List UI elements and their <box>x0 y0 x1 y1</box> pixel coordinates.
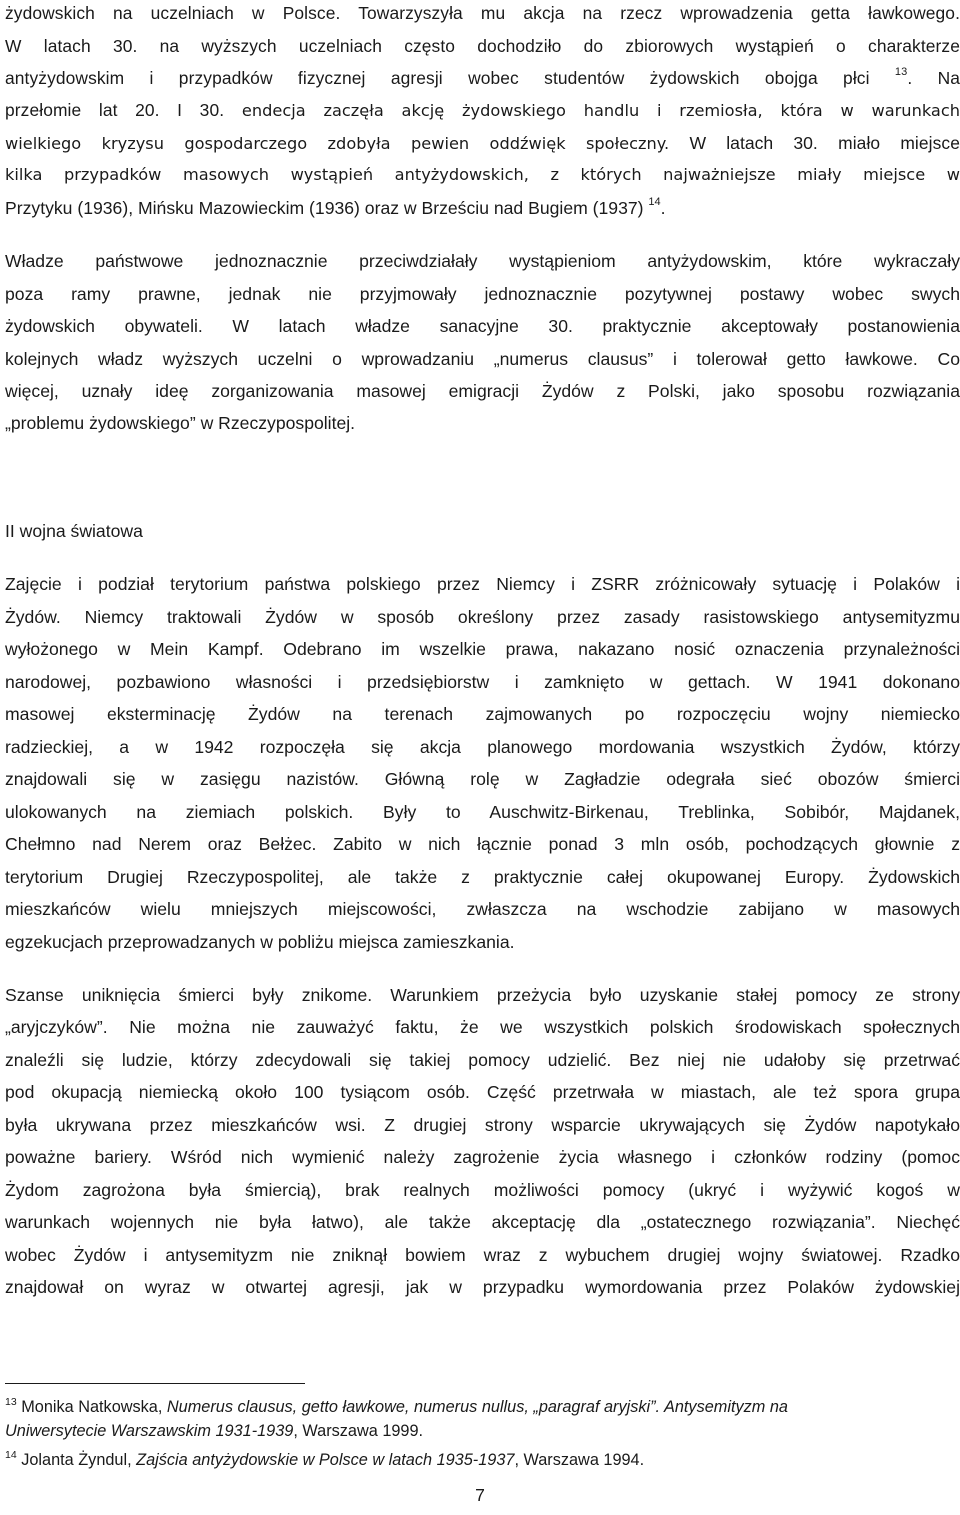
paragraph-line: radzieckiej, a w 1942 rozpoczęła się akcja planowego mordowania wszystkich Żydów, którzy <box>5 737 960 757</box>
paragraph-line: „aryjczyków”. Nie można nie zauważyć faktu, że we wszystkich polskich środowiskach społecznych <box>5 1017 960 1037</box>
footnote-13: $^{13}$ Monika Natkowska, Numerus clausus, getto ławkowe, numerus nullus, „paragraf aryjski”. Antysemityzm na <box>5 1396 788 1416</box>
paragraph-line: wobec Żydów i antysemityzm nie zniknął bowiem wraz z wybuchem drugiej wojny światowej. Rzadko <box>5 1245 960 1265</box>
footnote-separator <box>5 1383 305 1384</box>
footnote-ref-13[interactable]: 13 <box>894 66 908 78</box>
paragraph-line: znajdował on wyraz w otwartej agresji, jak w przypadku wymordowania przez Polaków żydowskiej <box>5 1277 960 1297</box>
paragraph-line: antyżydowskim i przypadków fizycznej agresji wobec studentów żydowskich obojga płci $^{13}$. Na <box>5 66 960 88</box>
paragraph-line: żydowskich na uczelniach w Polsce. Towarzyszyła mu akcja na rzecz wprowadzenia getta ławkowego. <box>5 3 960 23</box>
paragraph-line: terytorium Drugiej Rzeczypospolitej, ale także z praktycznie całej okupowanej Europy. Żydowskich <box>5 867 960 887</box>
paragraph-line: kilka przypadków masowych wystąpień antyżydowskich, z których najważniejsze miały miejsce w <box>5 165 960 184</box>
paragraph-line: poważne bariery. Wśród nich wymienić należy zagrożenie życia własnego i członków rodziny (pomoc <box>5 1147 960 1167</box>
paragraph-line: więcej, uznały ideę zorganizowania masowej emigracji Żydów z Polski, jako sposobu rozwiązania <box>5 381 960 401</box>
paragraph-line: Władze państwowe jednoznacznie przeciwdziałały wystąpieniom antyżydowskim, które wykraczały <box>5 251 960 271</box>
footnote-ref-14[interactable]: 14 <box>648 196 661 208</box>
paragraph-line: Chełmno nad Nerem oraz Bełżec. Zabito w nich łącznie ponad 3 mln osób, pochodzących głownie z <box>5 834 960 854</box>
paragraph-line: mieszkańców wielu mniejszych miejscowości, zwłaszcza na wschodzie zabijano w masowych <box>5 899 960 919</box>
footnote-13-continued: Uniwersytecie Warszawskim 1931-1939, Warszawa 1999. <box>5 1422 424 1440</box>
paragraph-line: przełomie lat 20. I 30. endecja zaczęła akcję żydowskiego handlu i rzemiosła, która w warunkach <box>5 100 960 120</box>
paragraph-line: masowej eksterminację Żydów na terenach zajmowanych po rozpoczęciu wojny niemiecko <box>5 704 960 724</box>
paragraph-line: znaleźli się ludzie, którzy zdecydowali się takiej pomocy udzielić. Bez niej nie udałoby się przetrwać <box>5 1050 960 1070</box>
section-heading: II wojna światowa <box>5 521 143 541</box>
paragraph-line: warunkach wojennych nie była łatwo), ale także akceptację dla „ostatecznego rozwiązania”. Niechęć <box>5 1212 960 1232</box>
paragraph-line: Zajęcie i podział terytorium państwa polskiego przez Niemcy i ZSRR zróżnicowały sytuację i Polaków i <box>5 574 960 594</box>
page-number: 7 <box>475 1485 485 1505</box>
paragraph-line: wyłożonego w Mein Kampf. Odebrano im wszelkie prawa, nakazano nosić oznaczenia przynależności <box>5 639 960 659</box>
paragraph-line: Przytyku (1936), Mińsku Mazowieckim (1936) oraz w Brześciu nad Bugiem (1937) $^{14}$. <box>5 196 666 218</box>
paragraph-line: Szanse uniknięcia śmierci były znikome. Warunkiem przeżycia było uzyskanie stałej pomocy ze strony <box>5 985 960 1005</box>
footnote-14: $^{14}$ Jolanta Żyndul, Zajścia antyżydowskie w Polsce w latach 1935-1937, Warszawa 1994. <box>5 1449 645 1469</box>
paragraph-line: egzekucjach przeprowadzanych w pobliżu miejsca zamieszkania. <box>5 932 515 952</box>
paragraph-line: narodowej, pozbawiono własności i przedsiębiorstw i zamknięto w gettach. W 1941 dokonano <box>5 672 960 692</box>
paragraph-line: kolejnych władz wyższych uczelni o wprowadzaniu „numerus clausus” i tolerował getto ławkowe. Co <box>5 349 960 369</box>
paragraph-line: ulokowanych na ziemiach polskich. Były to Auschwitz-Birkenau, Treblinka, Sobibór, Majdanek, <box>5 802 960 822</box>
paragraph-line: poza ramy prawne, jednak nie przyjmowały jednoznacznie pozytywnej postawy wobec swych <box>5 284 960 304</box>
paragraph-line: żydowskich obywateli. W latach władze sanacyjne 30. praktycznie akceptowały postanowienia <box>5 316 960 336</box>
paragraph-line: była ukrywana przez mieszkańców wsi. Z drugiej strony wsparcie ukrywających się Żydów napotykało <box>5 1115 960 1135</box>
paragraph-line: Żydów. Niemcy traktowali Żydów w sposób określony przez zasady rasistowskiego antysemityzmu <box>5 607 960 627</box>
paragraph-line: „problemu żydowskiego” w Rzeczypospolitej. <box>5 413 356 433</box>
paragraph-line: pod okupacją niemiecką około 100 tysiącom osób. Część przetrwała w miastach, ale też spora grupa <box>5 1082 960 1102</box>
paragraph-line: znajdowali się w zasięgu nazistów. Główną rolę w Zagładzie odegrała sieć obozów śmierci <box>5 769 960 789</box>
paragraph-line: wielkiego kryzysu gospodarczego zdobyła pewien oddźwięk społeczny. W latach 30. miało miejsce <box>5 133 960 153</box>
paragraph-line: Żydom zagrożona była śmiercią), brak realnych możliwości pomocy (ukryć i wyżywić kogoś w <box>5 1180 960 1200</box>
paragraph-line: W latach 30. na wyższych uczelniach często dochodziło do zbiorowych wystąpień o charakterze <box>5 36 960 56</box>
